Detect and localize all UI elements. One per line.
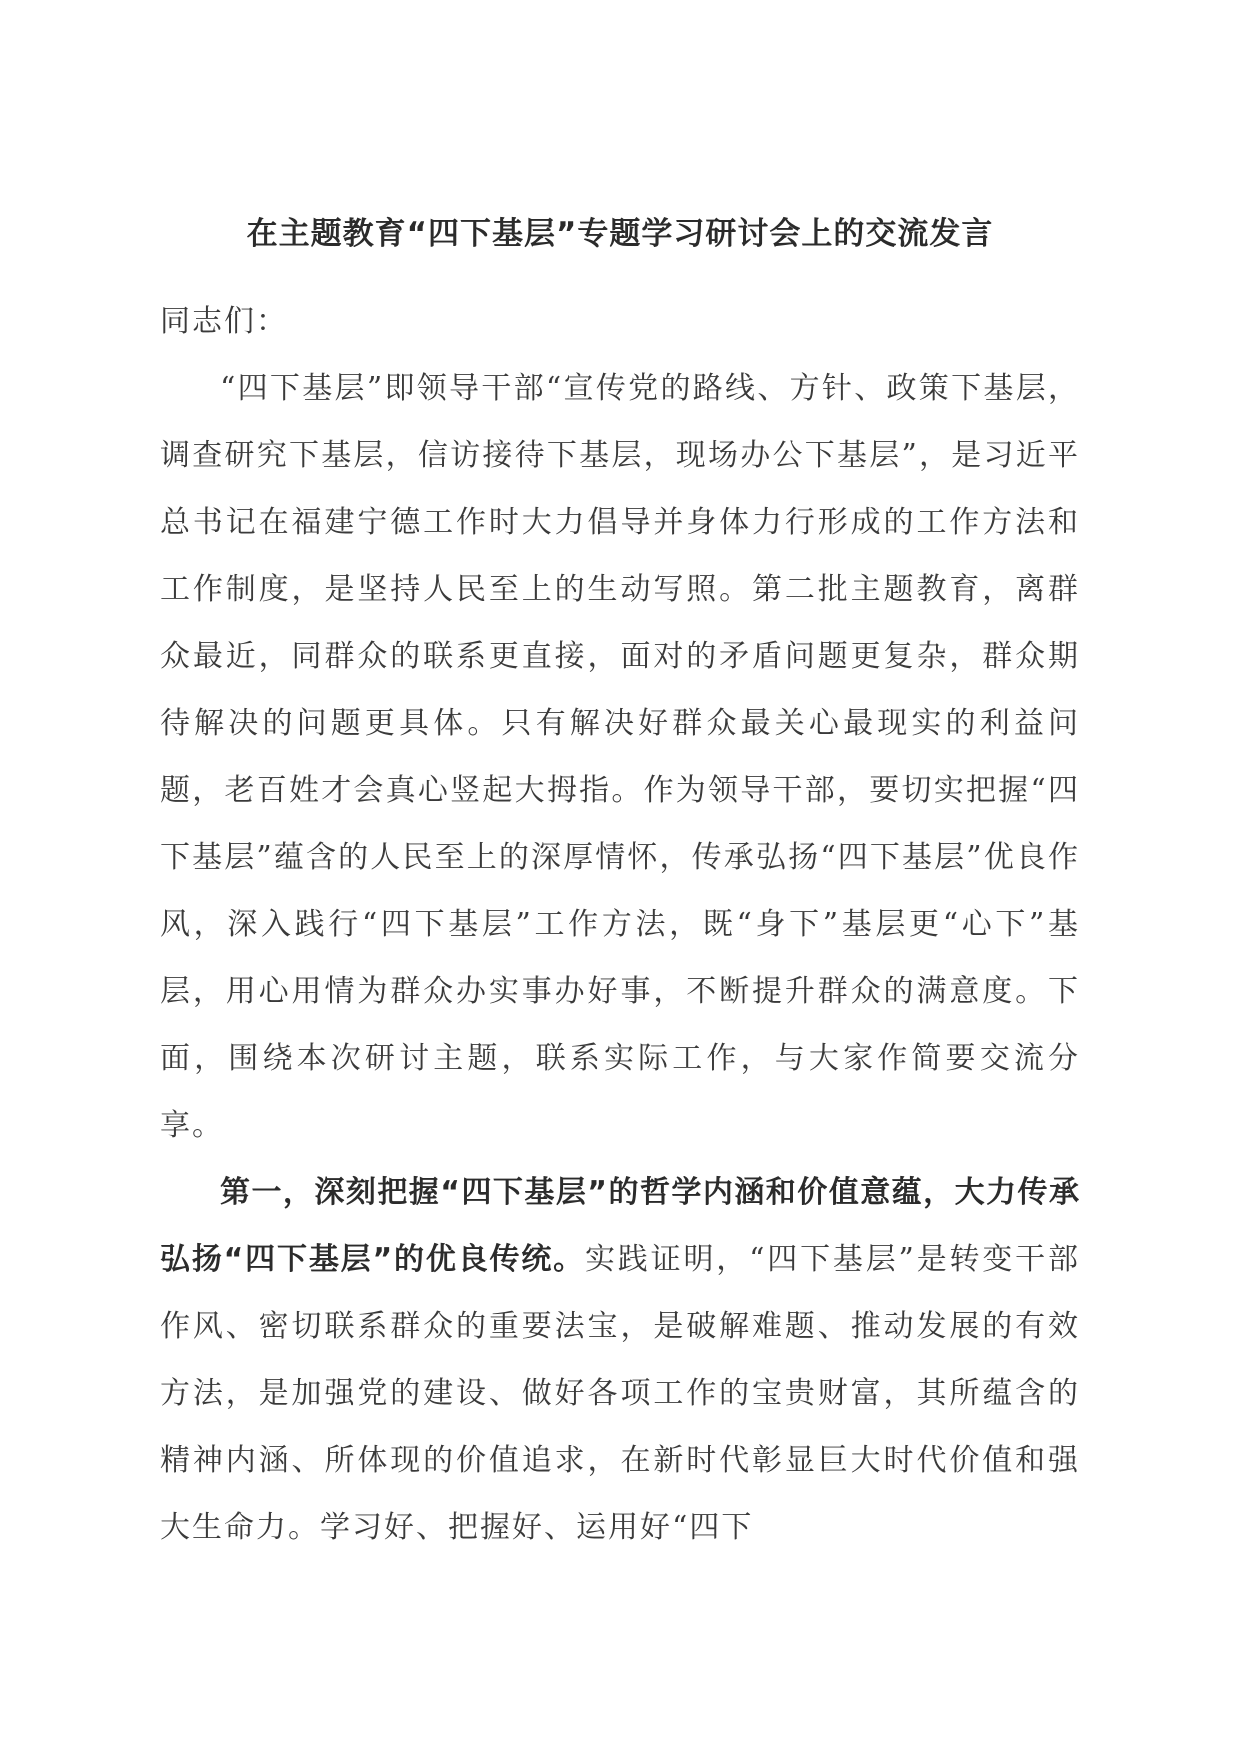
document-body xyxy=(160,214,1080,1561)
paragraph-intro xyxy=(160,355,1080,1159)
paragraph-first-point xyxy=(160,1159,1080,1561)
first-point-heading: 第一，深刻把握“四下基层”的哲学内涵和价值意蕴，大力传承弘扬“四下基层”的优良传统。 xyxy=(160,1175,1080,1277)
paragraph-intro-text: “四下基层”即领导干部“宣传党的路线、方针、政策下基层，调查研究下基层，信访接待下基层，现场办公下基层”，是习近平总书记在福建宁德工作时大力倡导并身体力行形成的工作方法和工作制度，是坚持人民至上的生动写照。第二批主题教育，离群众最近，同群众的联系更直接，面对的矛盾问题更复杂，群众期待解决的问题更具体。只有解决好群众最关心最现实的利益问题，老百姓才会真心竖起大拇指。作为领导干部，要切实把握“四下基层”蕴含的人民至上的深厚情怀，传承弘扬“四下基层”优良作风，深入践行“四下基层”工作方法，既“身下”基层更“心下”基层，用心用情为群众办实事办好事，不断提升群众的满意度。下面，围绕本次研讨主题，联系实际工作，与大家作简要交流分享。 xyxy=(160,371,1080,1143)
document-title: 在主题教育“四下基层”专题学习研讨会上的交流发言 xyxy=(246,216,994,252)
salutation: 同志们： xyxy=(160,304,288,339)
first-point-text: 实践证明，“四下基层”是转变干部作风、密切联系群众的重要法宝，是破解难题、推动发展的有效方法，是加强党的建设、做好各项工作的宝贵财富，其所蕴含的精神内涵、所体现的价值追求，在新时代彰显巨大时代价值和强大生命力。学习好、把握好、运用好“四下 xyxy=(160,1242,1080,1545)
